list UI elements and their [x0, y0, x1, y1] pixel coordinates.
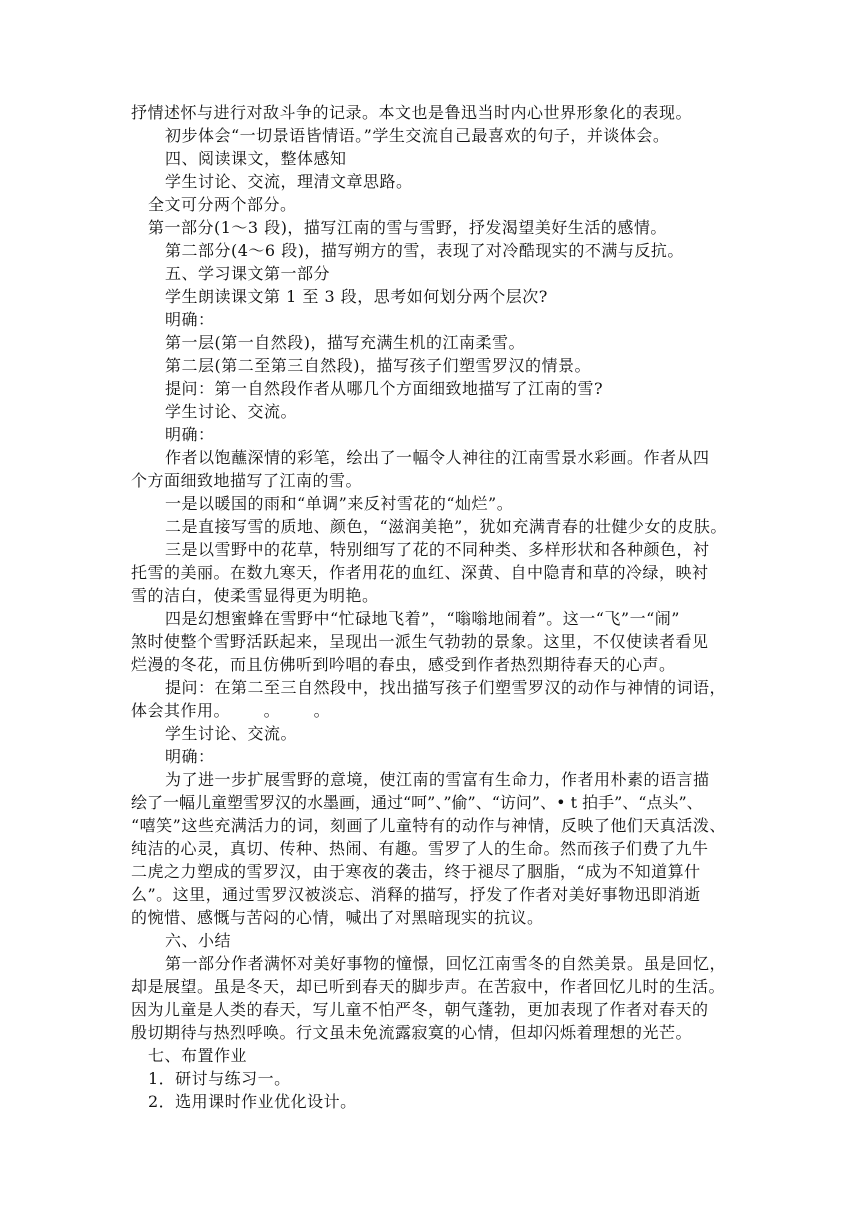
text-line: 第一部分(1～3 段)，描写江南的雪与雪野，抒发渴望美好生活的感情。 [148, 218, 667, 237]
section-heading: 四、阅读课文，整体感知 [165, 149, 347, 168]
text-line: 二虎之力塑成的雪罗汉，由于寒夜的袭击，终于褪尽了胭脂，“成为不知道算什 [131, 862, 701, 881]
list-item: 2．选用课时作业优化设计。 [148, 1092, 357, 1111]
text-line: 煞时使整个雪野活跃起来，呈现出一派生气勃勃的景象。这里，不仅使读者看见 [131, 632, 709, 651]
text-line: 学生讨论、交流。 [165, 402, 298, 421]
text-line: 学生讨论、交流。 [165, 724, 298, 743]
list-item: 1．研讨与练习一。 [148, 1069, 291, 1088]
text-line: 二是直接写雪的质地、颜色，“滋润美艳”，犹如充满青春的壮健少女的皮肤。 [165, 517, 727, 536]
text-line: 提问：第一自然段作者从哪几个方面细致地描写了江南的雪? [165, 379, 604, 398]
text-line: 一是以暖国的雨和“单调”来反衬雪花的“灿烂”。 [165, 494, 514, 513]
text-line: 学生朗读课文第 1 至 3 段，思考如何划分两个层次? [165, 287, 548, 306]
text-line: 抒情述怀与进行对敌斗争的记录。本文也是鲁迅当时内心世界形象化的表现。 [131, 103, 693, 122]
text-line: 提问：在第二至三自然段中，找出描写孩子们塑雪罗汉的动作与神情的词语， [165, 678, 727, 697]
text-line: 明确： [165, 425, 215, 444]
text-line: “嘻笑”这些充满活力的词，刻画了儿童特有的动作与神情，反映了他们天真活泼、 [131, 816, 726, 835]
text-line: 第二层(第二至第三自然段)，描写孩子们塑雪罗汉的情景。 [165, 356, 591, 375]
text-line: 雪的洁白，使柔雪显得更为明艳。 [131, 586, 379, 605]
text-line: 殷切期待与热烈呼唤。行文虽未免流露寂寞的心情，但却闪烁着理想的光芒。 [131, 1023, 693, 1042]
text-line: 明确： [165, 747, 215, 766]
text-line: 作者以饱蘸深情的彩笔，绘出了一幅令人神往的江南雪景水彩画。作者从四 [165, 448, 710, 467]
text-line: 全文可分两个部分。 [148, 195, 297, 214]
text-line: 四是幻想蜜蜂在雪野中“忙碌地飞着”，“嗡嗡地闹着”。这一“飞”一“闹” [165, 609, 680, 628]
text-line: 烂漫的冬花，而且仿佛听到吟唱的春虫，感受到作者热烈期待春天的心声。 [131, 655, 676, 674]
text-line: 明确： [165, 310, 215, 329]
text-line: 第一层(第一自然段)，描写充满生机的江南柔雪。 [165, 333, 525, 352]
section-heading: 六、小结 [165, 931, 232, 950]
section-heading: 七、布置作业 [148, 1046, 248, 1065]
text-line: 第二部分(4～6 段)，描写朔方的雪，表现了对冷酷现实的不满与反抗。 [165, 241, 684, 260]
text-line: 却是展望。虽是冬天，却已听到春天的脚步声。在苦寂中，作者回忆儿时的生活。 [131, 977, 726, 996]
text-line: 么”。这里，通过雪罗汉被淡忘、消释的描写，抒发了作者对美好事物迅即消逝 [131, 885, 701, 904]
text-line: 第一部分作者满怀对美好事物的憧憬，回忆江南雪冬的自然美景。虽是回忆， [165, 954, 727, 973]
text-line: 个方面细致地描写了江南的雪。 [131, 471, 363, 490]
text-line: 初步体会“一切景语皆情语。”学生交流自己最喜欢的句子，并谈体会。 [165, 126, 670, 145]
text-line: 三是以雪野中的花草，特别细写了花的不同种类、多样形状和各种颜色，衬 [165, 540, 710, 559]
text-line: 为了进一步扩展雪野的意境，使江南的雪富有生命力，作者用朴素的语言描 [165, 770, 710, 789]
text-line: 托雪的美丽。在数九寒天，作者用花的血红、深黄、自中隐青和草的冷绿，映衬 [131, 563, 709, 582]
section-heading: 五、学习课文第一部分 [165, 264, 331, 283]
text-line: 学生讨论、交流，理清文章思路。 [165, 172, 413, 191]
text-line: 纯洁的心灵，真切、传种、热闹、有趣。雪罗了人的生命。然而孩子们费了九牛 [131, 839, 709, 858]
text-line: 绘了一幅儿童塑雪罗汉的水墨画，通过“呵”、”偷”、“访问”、• t 拍手”、“点头”、 [131, 793, 703, 812]
text-line: 的惋惜、感慨与苦闷的心情，喊出了对黑暗现实的抗议。 [131, 908, 544, 927]
text-line: 体会其作用。 。 。 [131, 701, 331, 720]
text-line: 因为儿童是人类的春天，写儿童不怕严冬，朝气蓬勃，更加表现了作者对春天的 [131, 1000, 709, 1019]
